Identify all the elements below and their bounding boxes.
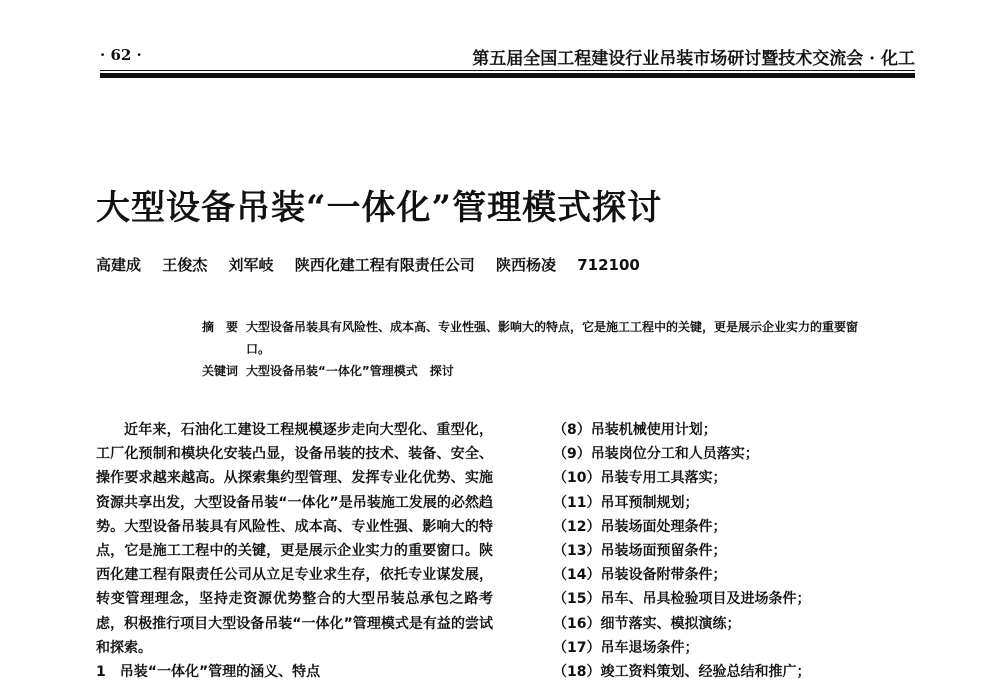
- list-item: （18）竣工资料策划、经验总结和推广；: [553, 664, 811, 681]
- list-item: （13）吊装场面预留条件；: [553, 543, 727, 560]
- list-item: （16）细节落实、模拟演练；: [553, 615, 741, 632]
- header-rule-thin: [100, 70, 915, 71]
- header-rule-thick: [100, 73, 915, 78]
- list-item: （17）吊车退场条件；: [553, 639, 699, 656]
- page-number: · 62 ·: [100, 46, 142, 64]
- author-name: 刘军岐: [228, 256, 274, 274]
- article-title: 大型设备吊装“一体化”管理模式探讨: [96, 188, 663, 228]
- keywords-text: 大型设备吊装“一体化”管理模式 探讨: [246, 364, 454, 378]
- author-name: 王俊杰: [162, 256, 208, 274]
- body-right-column: [553, 418, 913, 684]
- affiliation: 陕西化建工程有限责任公司: [294, 256, 475, 274]
- abstract-block: [182, 316, 872, 382]
- abstract-row: [182, 316, 872, 360]
- abstract-text: 大型设备吊装具有风险性、成本高、专业性强、影响大的特点，它是施工工程中的关键，更是展示企业实力的重要窗口。: [246, 320, 859, 356]
- running-header: [100, 44, 915, 68]
- address: 陕西杨凌: [496, 256, 557, 274]
- list-item: （14）吊装设备附带条件；: [553, 567, 727, 584]
- list-item: （11）吊耳预制规划；: [553, 494, 699, 511]
- author-name: 高建成: [96, 256, 142, 274]
- abstract-label: 摘 要: [201, 320, 238, 334]
- list-item: （9）吊装岗位分工和人员落实；: [553, 446, 759, 463]
- intro-paragraph: 近年来，石油化工建设工程规模逐步走向大型化、重型化，工厂化预制和模块化安装凸显，设备吊装的技术、装备、安全、操作要求越来越高。从探索集约型管理、发挥专业化优势、实施资源共享出发，大型设备吊装“一体化”是吊装施工发展的必然趋势。大型设备吊装具有风险性、成本高、专业性强、影响大的特点，它是施工工程中的关键，更是展示企业实力的重要窗口。陕西化建工程有限责任公司从立足专业求生存，依托专业谋发展，转变管理理念，坚持走资源优势整合的大型吊装总承包之路考虑，积极推行项目大型设备吊装“一体化”管理模式是有益的尝试和探索。: [96, 422, 493, 656]
- author-line: [96, 254, 656, 275]
- journal-title: 第五届全国工程建设行业吊装市场研讨暨技术交流会 · 化工: [472, 49, 915, 69]
- postcode: 712100: [577, 256, 640, 274]
- list-item: （8）吊装机械使用计划；: [553, 422, 717, 438]
- list-item: （15）吊车、吊具检验项目及进场条件；: [553, 591, 811, 608]
- keywords-row: [182, 360, 872, 382]
- section-heading: 1 吊装“一体化”管理的涵义、特点: [96, 664, 321, 681]
- list-item: （10）吊装专用工具落实；: [553, 470, 727, 487]
- keywords-label: 关键词: [201, 364, 238, 378]
- body-left-column: [96, 418, 493, 684]
- list-item: （12）吊装场面处理条件；: [553, 518, 727, 535]
